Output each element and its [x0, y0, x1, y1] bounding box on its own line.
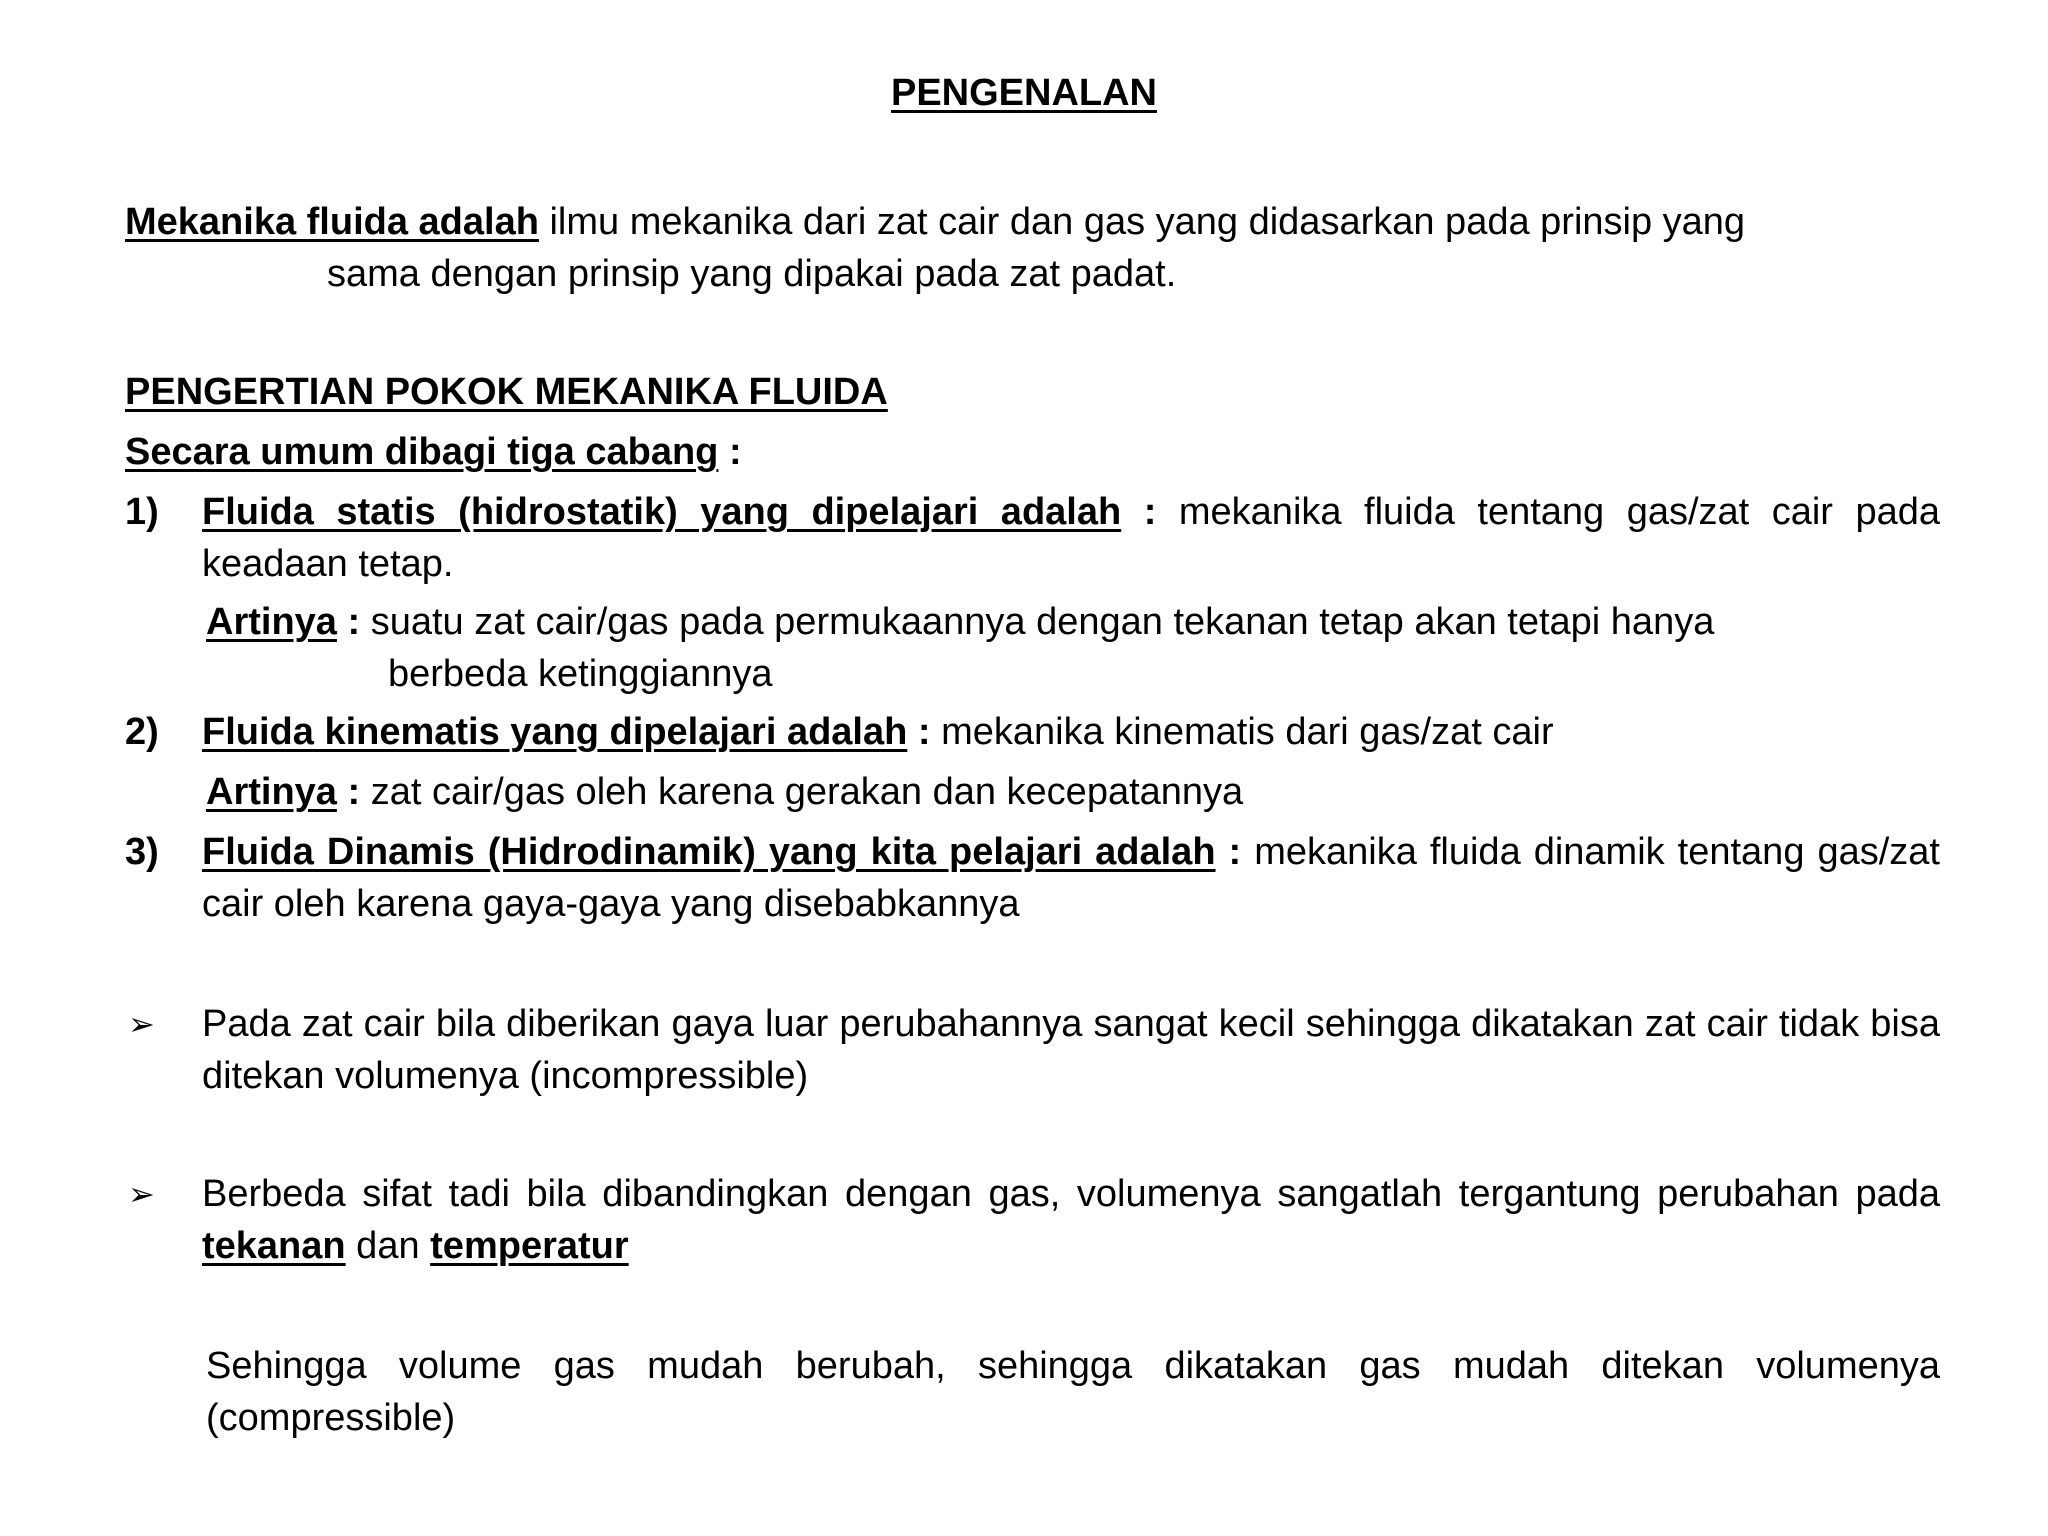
intro-text-line2: sama dengan prinsip yang dipakai pada zat padat.	[327, 253, 1177, 295]
arrow-bullet-icon: ➢	[128, 1176, 155, 1212]
item-term: Fluida kinematis yang dipelajari adalah	[202, 711, 908, 753]
item-text: mekanika kinematis dari gas/zat cair	[930, 711, 1554, 753]
bullet-item	[202, 1168, 1940, 1272]
item-text: mekanika fluida tentang gas/zat cair pada keadaan tetap.	[202, 491, 1940, 585]
item-number: 1)	[125, 491, 159, 533]
subheading	[125, 426, 1940, 478]
intro-paragraph	[125, 196, 1940, 300]
artinya-text: zat cair/gas oleh karena gerakan dan kecepatannya	[360, 771, 1244, 813]
section-heading: PENGERTIAN POKOK MEKANIKA FLUIDA	[125, 371, 888, 413]
arrow-bullet-icon: ➢	[128, 1006, 155, 1042]
item-colon: :	[1121, 491, 1157, 533]
subheading-suffix: :	[718, 431, 742, 473]
subheading-text: Secara umum dibagi tiga cabang	[125, 431, 719, 473]
list-item	[202, 486, 1940, 590]
bullet-text-middle: dan	[345, 1225, 431, 1267]
item-colon: :	[907, 711, 931, 753]
item-colon: :	[1215, 831, 1242, 873]
list-item	[202, 706, 1940, 758]
artinya-block	[206, 596, 1940, 700]
bullet-term-temperatur: temperatur	[430, 1225, 629, 1267]
closing-paragraph: Sehingga volume gas mudah berubah, sehingga dikatakan gas mudah ditekan volumenya (compressible)	[206, 1345, 1940, 1439]
artinya-colon: :	[336, 771, 361, 813]
page-title: PENGENALAN	[890, 72, 1158, 114]
item-term: Fluida Dinamis (Hidrodinamik) yang kita pelajari adalah	[202, 831, 1216, 873]
artinya-line1: suatu zat cair/gas pada permukaannya dengan tekanan tetap akan tetapi hanya	[360, 601, 1715, 643]
artinya-line2: berbeda ketinggiannya	[388, 653, 773, 695]
artinya-colon: :	[336, 601, 361, 643]
item-term: Fluida statis (hidrostatik) yang dipelajari adalah	[202, 491, 1122, 533]
item-text: mekanika fluida dinamik tentang gas/zat cair oleh karena gaya-gaya yang disebabkannya	[202, 831, 1940, 925]
bullet-text-before: Berbeda sifat tadi bila dibandingkan dengan gas, volumenya sangatlah tergantung perubahan pada	[202, 1173, 1940, 1215]
item-number: 2)	[125, 711, 159, 753]
bullet-item: Pada zat cair bila diberikan gaya luar perubahannya sangat kecil sehingga dikatakan zat cair tidak bisa ditekan volumenya (incompressible)	[202, 1003, 1940, 1097]
item-number: 3)	[125, 831, 159, 873]
bullet-term-tekanan: tekanan	[202, 1225, 346, 1267]
intro-term: Mekanika fluida adalah	[125, 201, 539, 243]
artinya-label: Artinya	[206, 601, 337, 643]
artinya-block	[206, 766, 1940, 818]
intro-text-line1: ilmu mekanika dari zat cair dan gas yang didasarkan pada prinsip yang	[538, 201, 1746, 243]
list-item	[202, 826, 1940, 930]
artinya-label: Artinya	[206, 771, 337, 813]
